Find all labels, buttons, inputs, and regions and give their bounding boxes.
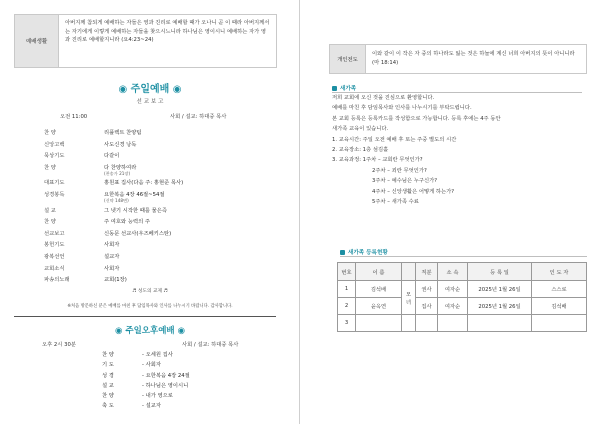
afternoon-order xyxy=(102,350,282,412)
header-group: 소 속 xyxy=(438,263,468,281)
order-label: 설 교 xyxy=(44,207,56,214)
order-content xyxy=(104,252,260,260)
divider-line xyxy=(14,316,276,317)
order-content-text: 다같이 xyxy=(104,153,120,160)
cell-group: 여자순 xyxy=(438,298,468,315)
order-label: 찬 양 xyxy=(44,219,56,226)
heading-rule xyxy=(340,256,587,257)
order-row xyxy=(40,163,260,179)
cell-number: 2 xyxy=(338,298,356,315)
cell-position: 권사 xyxy=(416,281,438,298)
table-header-row xyxy=(338,263,587,281)
morning-service-title: ◉ 주일예배 ◉ xyxy=(118,84,182,95)
new-family-line: 예배를 마친 후 담임목사와 인사를 나누시기를 부탁드립니다. xyxy=(332,105,472,112)
new-family-line: 저희 교회에 오신 것을 진심으로 환영합니다. xyxy=(332,95,435,101)
order-row xyxy=(40,275,260,287)
order-content xyxy=(104,178,260,186)
registration-table xyxy=(337,262,587,332)
afternoon-order-label: 기 도 xyxy=(102,362,114,369)
order-label: 찬 양 xyxy=(44,164,56,171)
order-label: 신앙고백 xyxy=(44,141,65,148)
order-row xyxy=(40,252,260,264)
new-family-line: 2. 교육장소: 1층 섬김홀 xyxy=(332,147,389,154)
order-content-text: 신동문 선교사(우즈베키스탄) xyxy=(104,230,172,237)
new-family-line: 본 교회 등록은 등록카드를 작성함으로 가능합니다. 등록 후에는 4주 동안 xyxy=(332,115,501,122)
afternoon-order-label: 설 교 xyxy=(102,382,114,389)
order-row xyxy=(40,178,260,190)
afternoon-order-content: - 내가 영으로 xyxy=(142,393,173,400)
cell-group xyxy=(438,315,468,332)
afternoon-order-label: 찬 양 xyxy=(102,393,114,400)
cell-name: 김석배 xyxy=(356,281,402,298)
new-family-info xyxy=(332,93,582,207)
order-label: 성경봉독 xyxy=(44,191,65,198)
order-row xyxy=(40,229,260,241)
order-content-sub: (신약 148면) xyxy=(104,197,129,203)
order-content-text: 설교자 xyxy=(104,253,120,260)
table-row xyxy=(338,298,587,315)
cell-number: 1 xyxy=(338,281,356,298)
afternoon-order-content: - 하나님은 영이시니 xyxy=(142,382,189,389)
order-content-text: 홍원표 집사(다음 주: 홍현준 목사) xyxy=(104,180,184,187)
order-content xyxy=(104,229,260,237)
afternoon-order-row xyxy=(102,381,282,391)
order-content-text: 요한복음 4장 46절~54절 xyxy=(104,191,165,198)
order-content-text: 사회자 xyxy=(104,265,120,272)
order-row xyxy=(40,140,260,152)
order-content xyxy=(104,151,260,159)
cell-guide: 김석배 xyxy=(532,298,587,315)
table-row xyxy=(338,281,587,298)
order-label: 대표기도 xyxy=(44,180,65,187)
order-content xyxy=(104,217,260,225)
order-label: 교회소식 xyxy=(44,265,65,272)
order-row xyxy=(40,206,260,218)
afternoon-order-row xyxy=(102,391,282,401)
order-content xyxy=(104,190,260,204)
header-date: 등 록 일 xyxy=(468,263,532,281)
evangelism-text: 이와 같이 이 작은 자 중의 하나라도 잃는 것은 하늘에 계신 너희 아버지의 뜻이 아니니라 (마 18:14) xyxy=(372,51,575,66)
welcome-note: ※처음 방문하신 분은 예배를 마친 후 담임목사와 인사를 나누시기 바랍니다. 감사합니다. xyxy=(67,304,233,309)
new-family-line: 새가족 교육이 있습니다. xyxy=(332,126,389,133)
afternoon-order-label: 성 경 xyxy=(102,372,114,379)
order-label: 찬 양 xyxy=(44,130,56,136)
new-family-line: 1. 교육시간: 주일 오전 예배 후 또는 주중 별도의 시간 xyxy=(332,136,457,143)
afternoon-time: 오후 2시 30분 xyxy=(42,342,76,348)
registration-heading-text: 새가족 등록현황 xyxy=(348,250,388,256)
afternoon-order-label: 축 도 xyxy=(102,403,114,410)
cell-group: 여자순 xyxy=(438,281,468,298)
afternoon-leader: 사회 / 설교: 하대중 목사 xyxy=(182,342,239,348)
order-content xyxy=(104,128,260,136)
order-content-sub: (찬송가 21장) xyxy=(104,170,131,176)
header-number: 번호 xyxy=(338,263,356,281)
new-family-line: 3. 교육과정: 1주차 – 교회란 무엇인가? xyxy=(332,157,423,164)
order-row xyxy=(40,240,260,252)
order-content-text: 교회(1장) xyxy=(104,277,127,284)
order-row xyxy=(40,151,260,163)
cell-position xyxy=(416,315,438,332)
order-row xyxy=(40,264,260,276)
order-content xyxy=(104,140,260,148)
verse-label: 예배생활 xyxy=(15,15,59,67)
cell-name: 윤옥연 xyxy=(356,298,402,315)
order-content-text: 리플렉트 찬양팀 xyxy=(104,130,142,136)
table-row xyxy=(338,315,587,332)
order-row xyxy=(40,190,260,206)
new-family-course-line: 3주차 – 예수님은 누구신가? xyxy=(372,178,438,185)
cell-blank xyxy=(402,315,416,332)
order-content xyxy=(104,240,260,248)
afternoon-service-title: ◉ 주일오후예배 ◉ xyxy=(114,326,186,336)
order-content-text: 다 찬양하여라 xyxy=(104,164,137,171)
order-content xyxy=(104,163,260,177)
afternoon-order-content: - 설교자 xyxy=(142,403,161,410)
registration-heading xyxy=(340,248,388,256)
afternoon-order-row xyxy=(102,350,282,360)
worship-verse-box xyxy=(14,14,277,68)
header-blank xyxy=(402,263,416,281)
bullet-icon xyxy=(332,86,337,91)
new-family-course-line: 5주차 – 새가족 수료 xyxy=(372,199,419,206)
afternoon-order-label: 찬 양 xyxy=(102,352,114,358)
cell-number: 3 xyxy=(338,315,356,332)
afternoon-order-content: - 오세원 집사 xyxy=(142,352,173,358)
order-content xyxy=(104,275,260,283)
afternoon-order-row xyxy=(102,360,282,370)
right-page xyxy=(300,0,600,424)
order-content-text: 그 넷기 시작한 때를 물은즉 xyxy=(104,207,168,214)
order-content xyxy=(104,206,260,214)
cell-family-group: 모녀 xyxy=(402,281,416,315)
service-order xyxy=(40,128,260,287)
new-family-heading xyxy=(332,84,356,92)
fellowship-note: ♬ 성도의 교제 ♬ xyxy=(132,289,168,294)
bullet-icon xyxy=(340,250,345,255)
header-guide: 인 도 자 xyxy=(532,263,587,281)
cell-guide: 스스로 xyxy=(532,281,587,298)
order-label: 봉헌기도 xyxy=(44,242,65,249)
order-label: 묵상기도 xyxy=(44,153,65,160)
cell-date: 2025년 1월 26일 xyxy=(468,281,532,298)
header-position: 직분 xyxy=(416,263,438,281)
service-leader: 사회 / 설교: 하대중 목사 xyxy=(170,114,227,120)
order-label: 파송의노래 xyxy=(44,277,70,284)
cell-date xyxy=(468,315,532,332)
order-content-text: 주 여호와 능력의 주 xyxy=(104,219,150,226)
order-content xyxy=(104,264,260,272)
afternoon-order-content: - 사회자 xyxy=(142,362,161,369)
order-content-text: 사도신경 낭독 xyxy=(104,141,137,148)
verse-text: 아버지께 참되게 예배하는 자들은 영과 진리로 예배할 때가 오나니 곧 이 때라 아버지께서는 자기에게 이렇게 예배하는 자들을 찾으시느니라 하나님은 영이시니 예배하는 자가 영과 진리로 예배할지니라 (요4:23~24) xyxy=(65,20,270,44)
header-name: 이 름 xyxy=(356,263,402,281)
evangelism-label: 개인전도 xyxy=(330,45,366,73)
new-family-course-line: 2주차 – 죄란 무엇인가? xyxy=(372,167,427,174)
new-family-course-line: 4주차 – 신앙생활은 어떻게 하는가? xyxy=(372,188,455,195)
order-content-text: 사회자 xyxy=(104,242,120,249)
cell-guide xyxy=(532,315,587,332)
order-label: 선교보고 xyxy=(44,230,65,237)
evangelism-verse-box xyxy=(329,44,587,74)
afternoon-order-row xyxy=(102,371,282,381)
cell-position: 집사 xyxy=(416,298,438,315)
cell-name xyxy=(356,315,402,332)
cell-date: 2025년 1월 26일 xyxy=(468,298,532,315)
afternoon-order-row xyxy=(102,401,282,411)
order-label: 광복선언 xyxy=(44,253,65,260)
mission-report-subtitle: 선 교 보 고 xyxy=(136,99,164,105)
order-row xyxy=(40,128,260,140)
order-row xyxy=(40,217,260,229)
afternoon-order-content: - 요한복음 4장 24절 xyxy=(142,372,190,379)
service-time: 오전 11:00 xyxy=(60,114,88,120)
new-family-heading-text: 새가족 xyxy=(340,86,357,92)
